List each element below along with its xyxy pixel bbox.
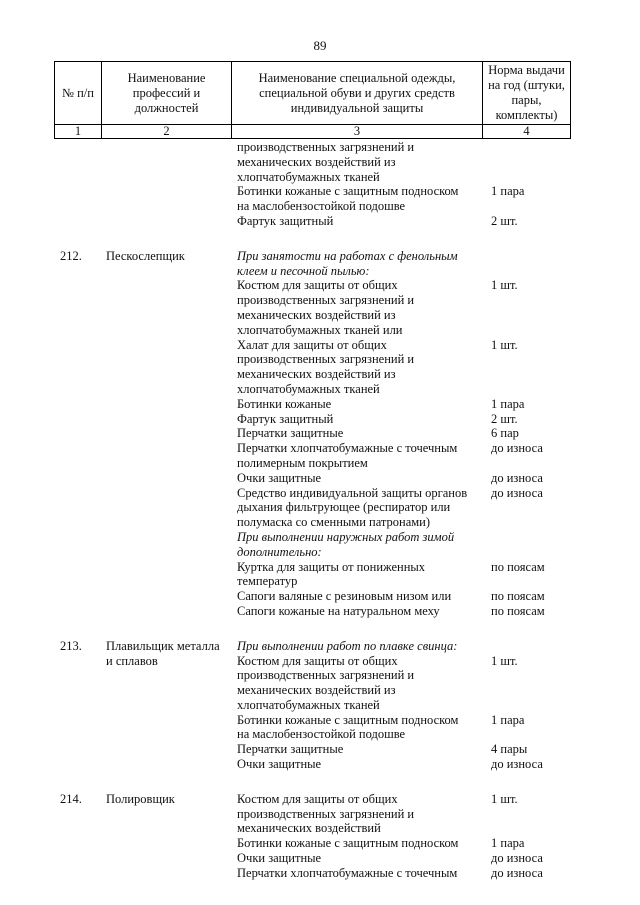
header-num-2: 2 — [102, 125, 232, 139]
list-item: Фартук защитный 2 шт. — [237, 213, 518, 228]
list-item: производственных загрязнений и — [237, 140, 415, 154]
table-body: производственных загрязнений и механических воздействий из хлопчатобумажных тканей Ботинки кожаные с защитным подноском 1 пара на маслобензостойкой подошве Фартук защитный 2 шт. 212. Пескослепщик При занятости на работах с фенольным клеем и песочной пылью: Костюм для защиты от общих 1 шт. производственных загрязнений и механических воздействий из хлопчатобумажных тканей или Халат для защиты от общих 1 шт. производственных загрязнений и механических воздействий из хлопчатобумажных тканей Ботинки кожаные 1 пара Фартук защитный 2 шт. Перчатки защитные 6 пар Перчатки хлопчатобумажные с точечным до износа полимерным покрытием Очки защитные до износа Средство индивидуальной защиты органов до износа дыхания фильтрующее (респиратор или полумаска со сменными патронами) При выполнении наружных работ зимой дополнительно: Куртка для защиты от пониженных по поясам температур Сапоги валяные с резиновым низом или по поясам Сапоги кожаные на натуральном меху по поясам 213. Плавильщик металла При выполнении работ по плавке свинца: и сплавов Костюм для защиты от общих 1 шт. производственных загрязнений и механических воздействий из хлопчатобумажных тканей Ботинки кожаные с защитным подноском 1 пара на маслобензостойкой подошве Перчатки защитные 4 пары Очки защитные до износа 214. Полировщик Костюм для защиты от общих 1 шт. производственных загрязнений и механических воздействий Ботинки кожаные с защитным подноском 1 пара Очки защитные до износа Перчатки хлопчатобумажные с точечным до износа — [0, 140, 640, 881]
page-number: 89 — [313, 38, 327, 53]
table-row: 213. Плавильщик металла При выполнении работ по плавке свинца: — [0, 639, 640, 654]
entry-number: 213. — [60, 638, 82, 653]
header-col-number: № п/п — [55, 62, 102, 125]
header-num-4: 4 — [483, 125, 571, 139]
entry-number: 212. — [60, 248, 82, 263]
header-col-equipment: Наименование специальной одежды, специальной обуви и других средств индивидуальной защиты — [232, 62, 483, 125]
header-col-norm: Норма выдачи на год (штуки, пары, комплекты) — [483, 62, 571, 125]
profession-name: Плавильщик металла — [106, 638, 220, 653]
list-item: механических воздействий из — [237, 154, 396, 169]
table-row: 212. Пескослепщик При занятости на работах с фенольным — [0, 249, 640, 264]
profession-name: Пескослепщик — [106, 248, 185, 263]
table-header — [54, 61, 571, 139]
list-item: Ботинки кожаные с защитным подноском 1 пара — [237, 184, 525, 199]
list-item: на маслобензостойкой подошве — [237, 199, 406, 214]
header-num-3: 3 — [232, 125, 483, 139]
header-col-profession: Наименование профессий и должностей — [102, 62, 232, 125]
table-row: 214. Полировщик Костюм для защиты от общих 1 шт. — [0, 792, 640, 807]
list-item: хлопчатобумажных тканей — [237, 169, 380, 184]
entry-number: 214. — [60, 791, 82, 806]
profession-name: Полировщик — [106, 791, 175, 806]
header-num-1: 1 — [55, 125, 102, 139]
